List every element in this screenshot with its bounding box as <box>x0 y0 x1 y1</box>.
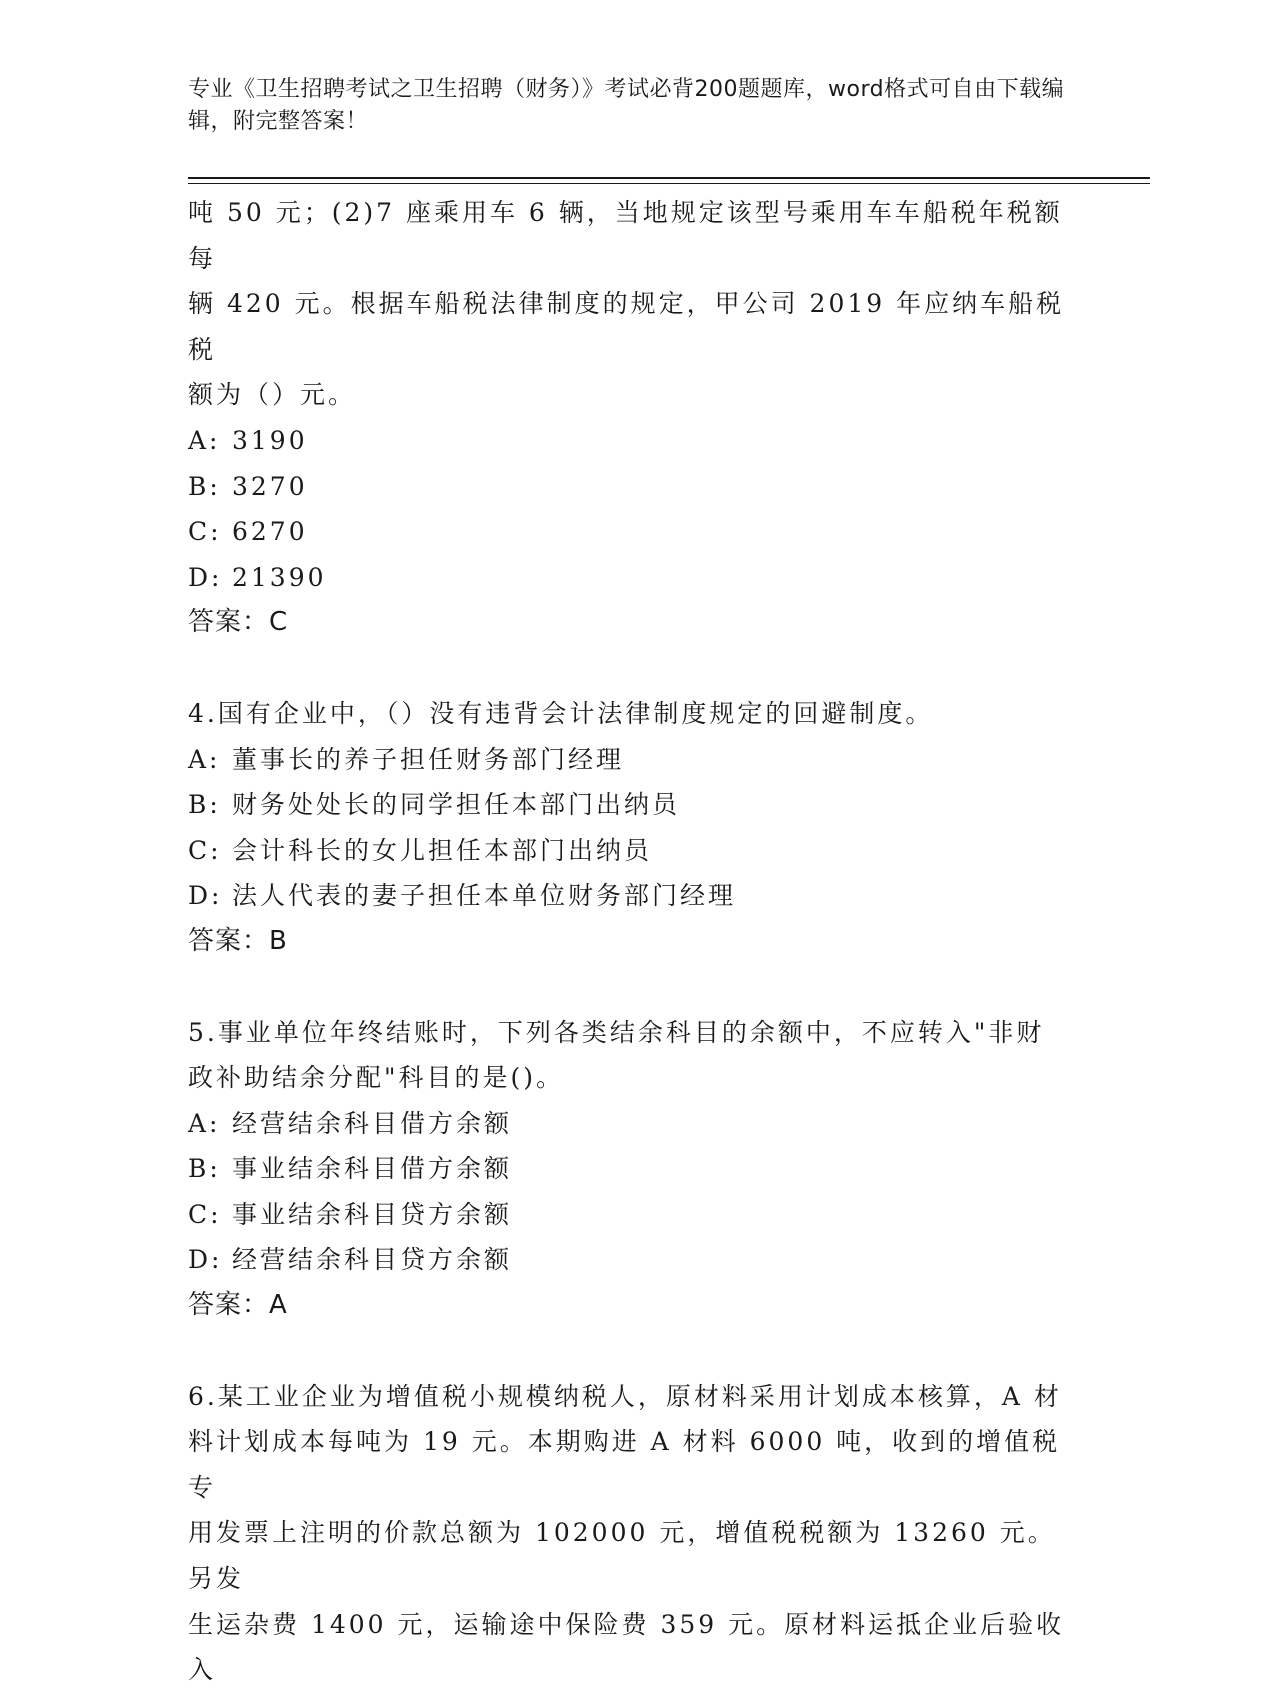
option-key: D: <box>188 881 223 911</box>
question-block <box>188 190 1078 646</box>
question-stem-line: 料计划成本每吨为 19 元。本期购进 A 材料 6000 吨，收到的增值税专 <box>188 1427 1061 1502</box>
option-key: D: <box>188 1245 223 1275</box>
question-stem-line: 4.国有企业中，（）没有违背会计法律制度规定的回避制度。 <box>188 698 934 728</box>
option-text: 董事长的养子担任财务部门经理 <box>232 744 625 774</box>
option-text: 事业结余科目贷方余额 <box>232 1199 513 1229</box>
option-key: C: <box>188 517 222 547</box>
option-key: B: <box>188 1154 221 1184</box>
question-stem-line: 额为（）元。 <box>188 380 357 410</box>
spacer <box>188 965 1078 1010</box>
header-divider-thin <box>188 183 1150 184</box>
option-text: 经营结余科目贷方余额 <box>232 1245 513 1275</box>
option-key: A: <box>188 744 221 774</box>
question-stem-line: 辆 420 元。根据车船税法律制度的规定，甲公司 2019 年应纳车船税税 <box>188 289 1065 364</box>
question-block <box>188 1010 1078 1329</box>
option-key: D: <box>188 562 223 592</box>
option-key: B: <box>188 471 221 501</box>
option-c <box>188 509 1078 555</box>
option-key: B: <box>188 790 221 820</box>
question-block <box>188 1374 1078 1693</box>
option-a <box>188 737 1078 783</box>
option-text: 经营结余科目借方余额 <box>232 1108 513 1138</box>
option-c <box>188 828 1078 874</box>
spacer <box>188 646 1078 691</box>
option-key: A: <box>188 425 221 455</box>
question-stem-line: 6.某工业企业为增值税小规模纳税人，原材料采用计划成本核算，A 材 <box>188 1381 1062 1411</box>
spacer <box>188 1329 1078 1374</box>
option-d <box>188 873 1078 919</box>
option-d <box>188 1237 1078 1283</box>
question-stem-line: 生运杂费 1400 元，运输途中保险费 359 元。原材料运抵企业后验收入 <box>188 1609 1065 1685</box>
question-stem-line: 用发票上注明的价款总额为 102000 元，增值税税额为 13260 元。另发 <box>188 1518 1056 1594</box>
option-a <box>188 1101 1078 1147</box>
option-c <box>188 1192 1078 1238</box>
option-text: 会计科长的女儿担任本部门出纳员 <box>232 835 653 865</box>
option-text: 财务处处长的同学担任本部门出纳员 <box>232 790 681 820</box>
question-stem-line: 吨 50 元；(2)7 座乘用车 6 辆，当地规定该型号乘用车车船税年税额每 <box>188 198 1063 273</box>
option-text: 21390 <box>232 562 327 592</box>
question-list <box>188 190 1078 1693</box>
option-text: 事业结余科目借方余额 <box>232 1154 513 1184</box>
option-text: 3270 <box>232 471 308 501</box>
answer-line: 答案：A <box>188 1290 288 1321</box>
option-text: 6270 <box>232 517 308 547</box>
option-b <box>188 1146 1078 1192</box>
document-header-title: 专业《卫生招聘考试之卫生招聘（财务）》考试必背200题题库，word格式可自由下载编辑，附完整答案！ <box>188 77 1065 134</box>
header-divider-thick <box>188 177 1150 179</box>
question-block <box>188 691 1078 965</box>
option-key: C: <box>188 835 222 865</box>
option-text: 法人代表的妻子担任本单位财务部门经理 <box>232 881 737 911</box>
option-b <box>188 782 1078 828</box>
option-key: C: <box>188 1199 222 1229</box>
option-text: 3190 <box>232 425 308 455</box>
question-stem-line: 5.事业单位年终结账时，下列各类结余科目的余额中，不应转入"非财 <box>188 1017 1045 1047</box>
option-a <box>188 418 1078 464</box>
option-d <box>188 555 1078 601</box>
answer-line: 答案：C <box>188 607 289 638</box>
answer-line: 答案：B <box>188 925 288 956</box>
option-b <box>188 464 1078 510</box>
question-stem-line: 政补助结余分配"科目的是()。 <box>188 1063 565 1093</box>
option-key: A: <box>188 1108 221 1138</box>
